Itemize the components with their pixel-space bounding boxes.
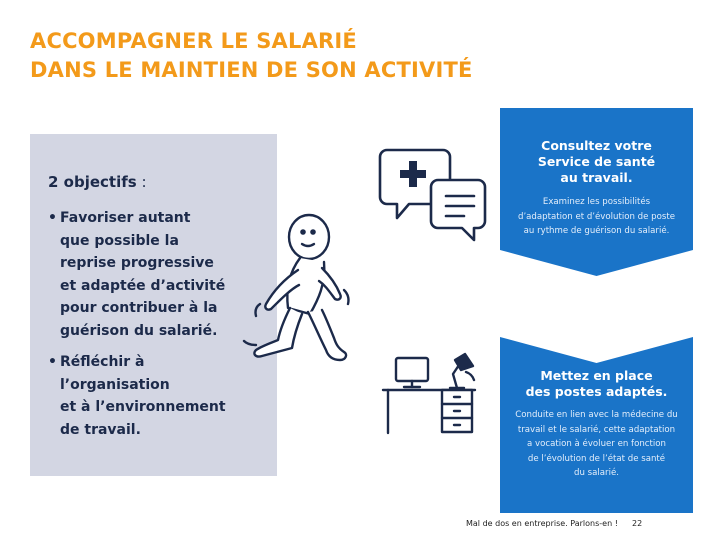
consult-body-line: d’adaptation et d’évolution de poste — [517, 211, 675, 222]
consult-body-line: au rythme de guérison du salarié. — [523, 226, 670, 236]
objective-2-line: de travail. — [60, 421, 141, 438]
adapted-body-line: de l’évolution de l’état de santé — [527, 453, 666, 464]
consult-service-box — [500, 138, 693, 239]
adapted-body-line: a vocation à évoluer en fonction — [527, 439, 666, 449]
adapted-posts-box — [500, 368, 693, 481]
title-line-2: DANS LE MAINTIEN DE SON ACTIVITÉ — [30, 58, 473, 82]
consult-title-line: au travail. — [560, 170, 633, 185]
objective-1-line: et adaptée d’activité — [60, 277, 226, 294]
objective-1-line: que possible la — [60, 232, 179, 249]
adapted-body-line: Conduite en lien avec la médecine du — [515, 410, 678, 420]
consult-body-line: Examinez les possibilités — [542, 197, 651, 207]
objective-2-line: l’organisation — [60, 376, 170, 393]
objective-1-line: pour contribuer à la — [60, 300, 218, 316]
medical-chat-bubbles-icon — [380, 150, 485, 240]
objective-1-line: Favoriser autant — [60, 210, 191, 226]
page-number: 22 — [632, 519, 643, 528]
adapted-posts-title — [500, 368, 693, 400]
adapted-posts-body — [500, 408, 693, 481]
objective-2-line: Réfléchir à — [60, 354, 145, 370]
adapted-body-line: du salarié. — [574, 468, 619, 478]
desk-with-monitor-and-lamp-illustration — [383, 354, 475, 433]
consult-service-title — [500, 138, 693, 186]
objective-1-line: reprise progressive — [60, 255, 214, 271]
walking-person-illustration — [244, 215, 349, 360]
adapted-body-line: travail et le salarié, cette adaptation — [517, 424, 676, 435]
objectives-heading-colon: : — [136, 173, 147, 191]
objective-1-line: guérison du salarié. — [60, 322, 218, 339]
bullet-marker: • — [48, 354, 57, 370]
footer-text: Mal de dos en entreprise. Parlons-en ! — [466, 519, 618, 528]
consult-title-line: Service de santé — [537, 154, 656, 169]
objective-2-line: et à l’environnement — [60, 399, 226, 415]
objectives-heading-label: 2 objectifs — [48, 173, 137, 191]
adapted-title-line: des postes adaptés. — [525, 384, 668, 399]
bullet-marker: • — [48, 210, 57, 226]
consult-service-body — [500, 195, 693, 239]
adapted-title-line: Mettez en place — [540, 368, 653, 383]
title-line-1: ACCOMPAGNER LE SALARIÉ — [30, 29, 357, 53]
consult-title-line: Consultez votre — [541, 138, 652, 153]
